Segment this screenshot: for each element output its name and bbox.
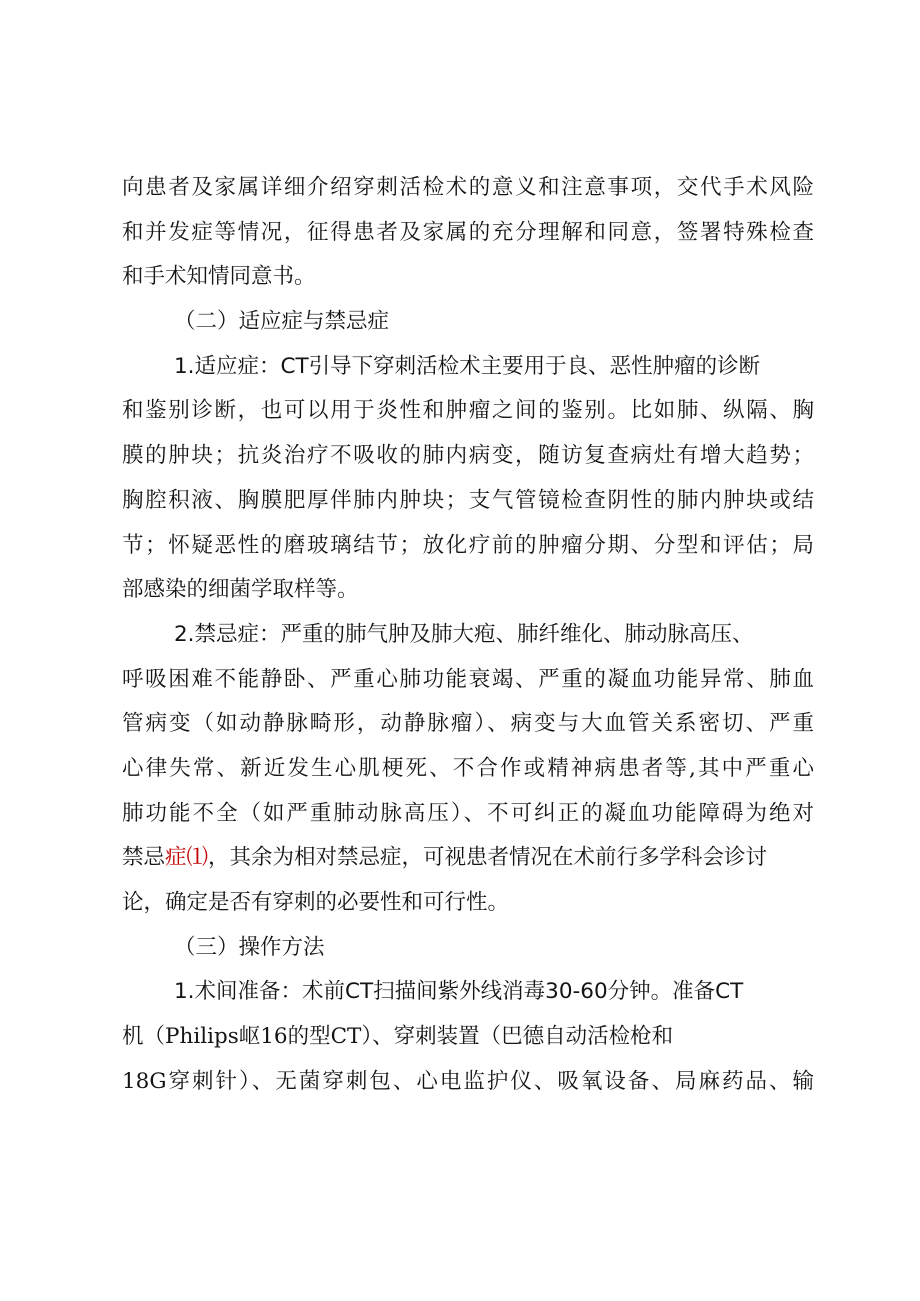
indications-first-line: 1.适应症：CT引导下穿刺活检术主要用于良、恶性肿瘤的诊断 [174, 353, 761, 379]
paragraph-line: 机（Philips岖16的型CT）、穿刺装置（巴德自动活检枪和 [122, 1024, 674, 1050]
paragraph-line: 18G穿刺针）、无菌穿刺包、心电监护仪、吸氧设备、局麻药品、输 [122, 1068, 814, 1094]
paragraph-line: 肺功能不全（如严重肺动脉高压）、不可纠正的凝血功能障碍为绝对 [122, 800, 814, 826]
section-heading-procedure: （三）操作方法 [174, 934, 325, 960]
paragraph-line: 和并发症等情况，征得患者及家属的充分理解和同意，签署特殊检查 [122, 219, 814, 245]
section-heading-indications: （二）适应症与禁忌症 [174, 309, 390, 335]
paragraph-line: 膜的肿块；抗炎治疗不吸收的肺内病变，随访复查病灶有增大趋势； [122, 443, 814, 469]
paragraph-line: 胸腔积液、胸膜肥厚伴肺内肿块；支气管镜检查阴性的肺内肿块或结 [122, 487, 814, 513]
procedure-first-line: 1.术间准备：术前CT扫描间紫外线消毒30-60分钟。准备CT [174, 979, 744, 1005]
line-rest: ，其余为相对禁忌症，可视患者情况在术前行多学科会诊讨 [208, 845, 768, 871]
reference-citation[interactable]: 症⑴ [165, 845, 209, 871]
paragraph-line: 呼吸困难不能静卧、严重心肺功能衰竭、严重的凝血功能异常、肺血 [122, 666, 814, 692]
paragraph-line: 部感染的细菌学取样等。 [122, 577, 359, 603]
paragraph-line-with-reference [122, 836, 814, 881]
paragraph-line: 论，确定是否有穿刺的必要性和可行性。 [122, 890, 510, 915]
paragraph-line: 和手术知情同意书。 [122, 264, 316, 290]
paragraph-line: 向患者及家属详细介绍穿刺活检术的意义和注意事项，交代手术风险 [122, 175, 814, 200]
paragraph-line: 节；怀疑恶性的磨玻璃结节；放化疗前的肿瘤分期、分型和评估；局 [122, 532, 814, 558]
line-start: 禁忌 [122, 845, 166, 871]
paragraph-line: 管病变（如动静脉畸形，动静脉瘤）、病变与大血管关系密切、严重 [122, 711, 814, 737]
paragraph-line: 心律失常、新近发生心肌梗死、不合作或精神病患者等,其中严重心 [122, 755, 814, 781]
contraindications-first-line: 2.禁忌症：严重的肺气肿及肺大疱、肺纤维化、肺动脉高压、 [174, 621, 754, 647]
document-body [122, 166, 814, 1104]
paragraph-line: 和鉴别诊断，也可以用于炎性和肿瘤之间的鉴别。比如肺、纵隔、胸 [122, 398, 814, 424]
